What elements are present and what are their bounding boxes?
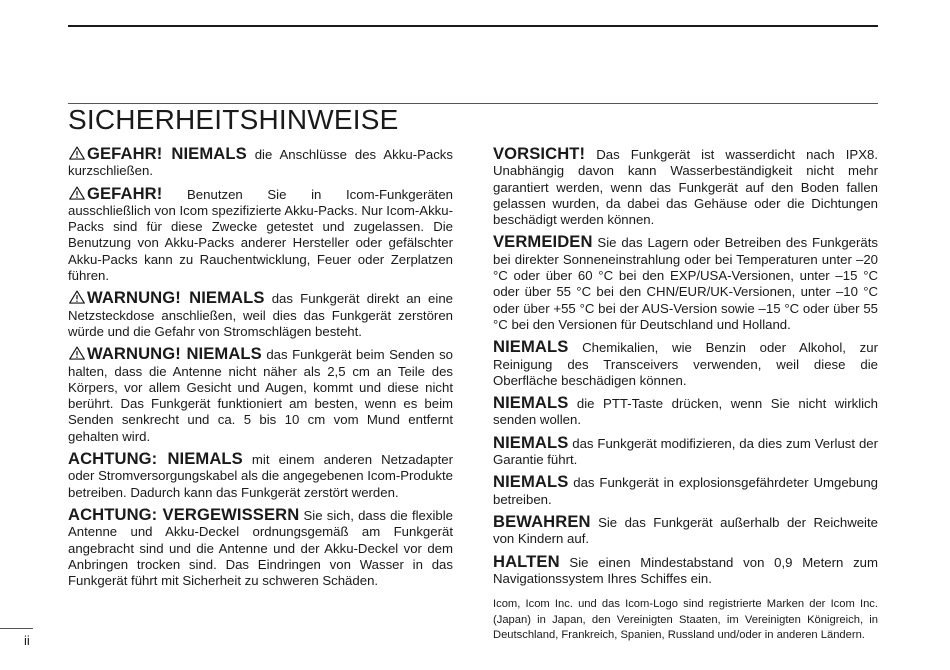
page-title: SICHERHEITSHINWEISE: [68, 104, 399, 135]
safety-text: das Funkgerät direkt an eine Netzsteckdose anschließen, weil dies das Funkgerät zerstören würde und die Gefahr von Stromschlägen besteht.: [68, 291, 453, 339]
safety-paragraph: [493, 395, 878, 429]
top-rule: [68, 25, 878, 27]
safety-text: Sie einen Mindestabstand von 0,9 Metern zum Navigationssystem Ihres Schiffes ein.: [493, 554, 878, 586]
safety-keyword: GEFAHR! NIEMALS: [87, 144, 247, 163]
safety-paragraph: [493, 146, 878, 228]
safety-keyword: WARNUNG! NIEMALS: [87, 288, 265, 308]
safety-keyword: NIEMALS: [493, 432, 569, 452]
warning-triangle-icon: [68, 346, 86, 360]
page-number: ii: [24, 633, 30, 648]
safety-paragraph: [493, 432, 878, 469]
safety-paragraph: [493, 551, 878, 588]
safety-text: Sie sich, dass die flexible Antenne und Akku-Deckel ordnungsgemäß am Funkgerät angebracht sind und die Antenne und der Akku-Deckel vor dem Anbringen trocken sind. Das Eindringen von Wasser in das Funkgerät führt mit Sicherheit zu schweren Schäden.: [68, 507, 454, 589]
warning-triangle-icon: [68, 290, 86, 304]
safety-keyword: ACHTUNG: VERGEWISSERN: [68, 504, 300, 524]
safety-text: mit einem anderen Netzadapter oder Stromversorgungskabel als die angegebenen Icom-Produkte betreiben. Dadurch kann das Funkgerät zerstört werden.: [68, 452, 453, 500]
safety-paragraph: [68, 146, 453, 180]
safety-text: Sie das Lagern oder Betreiben des Funkgeräts bei direkter Sonneneinstrahlung oder bei Temperaturen unter –20 °C oder über 60 °C bei den EXP/USA-Versionen, unter –15 °C oder über 55 °C bei den CHN/EUR/UK-Versionen, unter –10 °C oder über +55 °C bei der AUS-Version sowie –15 °C oder über 55 °C bei den Versionen für Deutschland und Holland.: [493, 235, 878, 332]
safety-text: Das Funkgerät ist wasserdicht nach IPX8. Unabhängig davon kann Wasserbeständigkeit nicht mehr garantiert werden, wenn das Funkgerät auf den Boden fallen gelassen wurden, da dabei das Gehäuse oder die Dichtungen beschädigt werden können.: [493, 147, 878, 228]
safety-text: das Funkgerät in explosionsgefährdeter Umgebung betreiben.: [493, 475, 878, 507]
safety-paragraph: [493, 339, 878, 389]
safety-paragraph: [493, 234, 878, 333]
safety-paragraph: [68, 290, 453, 340]
safety-keyword: NIEMALS: [493, 337, 569, 357]
warning-triangle-icon: [68, 146, 86, 160]
footer-rule: [0, 628, 33, 629]
left-column: [68, 146, 453, 595]
safety-keyword: NIEMALS: [493, 393, 569, 413]
safety-paragraph: [493, 474, 878, 508]
safety-text: das Funkgerät modifizieren, da dies zum Verlust der Garantie führt.: [493, 435, 878, 468]
safety-text: das Funkgerät beim Senden so halten, dass die Antenne nicht näher als 2,5 cm an Teile des Körpers, vor allem Gesicht und Augen, kommt und diese nicht berührt. Das Funkgerät funktioniert am besten, wenn es beim Senden senkrecht und ca. 5 bis 10 cm vom Mund entfernt gehalten wird.: [68, 347, 453, 444]
safety-keyword: VORSICHT!: [493, 144, 586, 163]
safety-paragraph: [68, 183, 453, 285]
safety-keyword: HALTEN: [493, 551, 560, 571]
warning-triangle-icon: [68, 186, 86, 200]
safety-keyword: WARNUNG! NIEMALS: [87, 344, 262, 364]
safety-text: Sie das Funkgerät außerhalb der Reichweite von Kindern auf.: [493, 514, 878, 547]
safety-text: Chemikalien, wie Benzin oder Alkohol, zur Reinigung des Transceivers verwenden, weil diese die Oberfläche beschädigen können.: [493, 340, 878, 388]
safety-paragraph: [68, 346, 453, 445]
safety-text: Benutzen Sie in Icom-Funkgeräten ausschließlich von Icom spezifizierte Akku-Packs. Nur Icom-Akku-Packs sind für diese Zwecke getestet und zugelassen. Die Benutzung von Akku-Packs anderer Hersteller oder gefälschter Akku-Packs kann zu Rauchentwicklung, Feuer oder Zerplatzen führen.: [68, 186, 453, 284]
safety-keyword: BEWAHREN: [493, 511, 591, 531]
right-column: [493, 146, 878, 650]
safety-keyword: VERMEIDEN: [493, 232, 593, 252]
safety-keyword: NIEMALS: [493, 472, 569, 492]
safety-keyword: ACHTUNG: NIEMALS: [68, 449, 243, 469]
trademark-note: Icom, Icom Inc. und das Icom-Logo sind registrierte Marken der Icom Inc. (Japan) in Japan, den Vereinigten Staaten, im Vereinigten Königreich, in Deutschland, Frankreich, Spanien, Russland und/oder in anderen Ländern.: [493, 598, 878, 642]
safety-text: die Anschlüsse des Akku-Packs kurzschließen.: [68, 147, 453, 179]
safety-paragraph: [493, 511, 878, 548]
safety-paragraph: [68, 504, 454, 589]
safety-text: die PTT-Taste drücken, wenn Sie nicht wirklich senden wollen.: [493, 396, 878, 428]
safety-paragraph: [68, 451, 453, 501]
safety-keyword: GEFAHR!: [87, 183, 163, 203]
